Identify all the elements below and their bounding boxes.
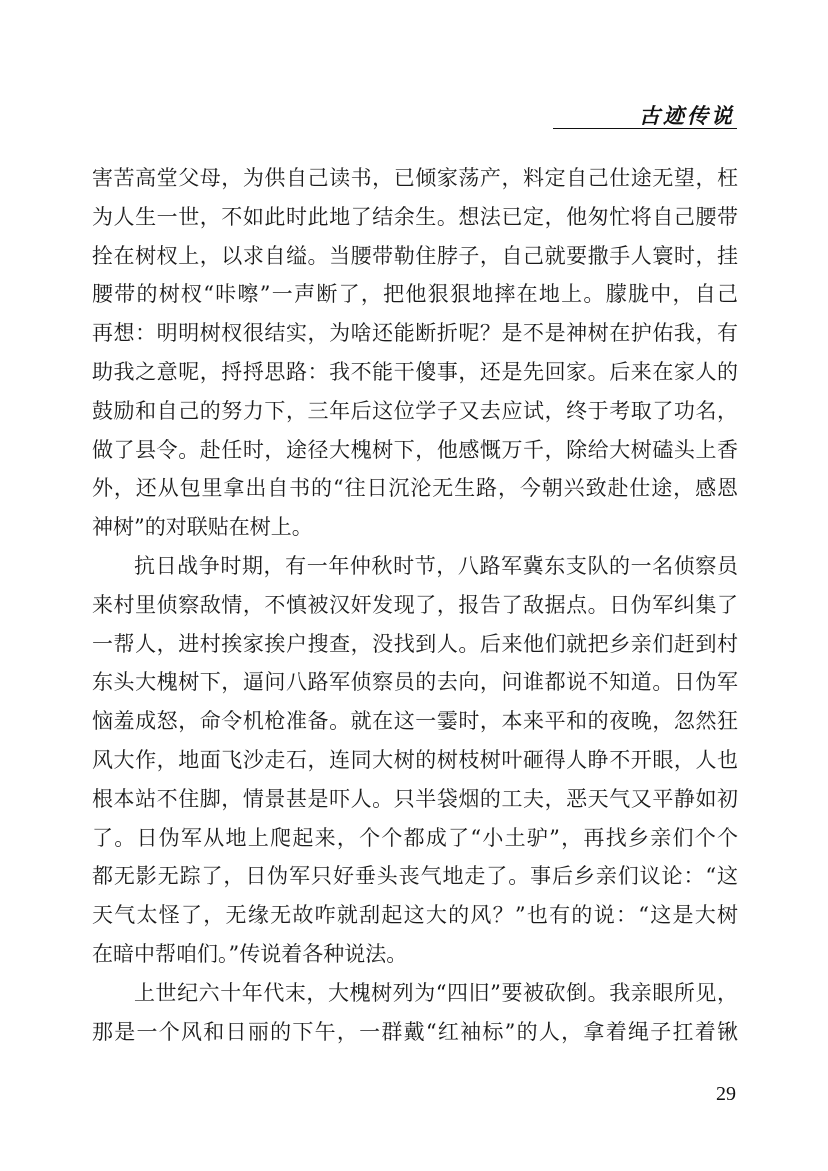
text-line: 外，还从包里拿出自书的“往日沉沦无生路，今朝兴致赴仕途，感恩 [92, 476, 738, 501]
text-line: 拴在树杈上，以求自缢。当腰带勒住脖子，自己就要撒手人寰时，挂 [92, 243, 738, 268]
text-line: 在暗中帮咱们。”传说着各种说法。 [92, 941, 408, 966]
header-rule [553, 128, 737, 129]
running-header-title: 古迹传说 [639, 103, 735, 128]
text-line: 来村里侦察敌情，不慎被汉奸发现了，报告了敌据点。日伪军纠集了 [92, 592, 738, 617]
text-line: 那是一个风和日丽的下午，一群戴“红袖标”的人，拿着绳子扛着锹 [92, 1019, 738, 1044]
text-line: 再想：明明树杈很结实，为啥还能断折呢？是不是神树在护佑我，有 [92, 321, 738, 346]
text-line: 上世纪六十年代末，大槐树列为“四旧”要被砍倒。我亲眼所见， [134, 980, 738, 1005]
text-line: 为人生一世，不如此时此地了结余生。想法已定，他匆忙将自己腰带 [92, 204, 738, 229]
text-line: 做了县令。赴任时，途径大槐树下，他感慨万千，除给大树磕头上香 [92, 437, 738, 462]
text-line: 神树”的对联贴在树上。 [92, 515, 313, 540]
text-line: 害苦高堂父母，为供自己读书，已倾家荡产，料定自己仕途无望，枉 [92, 166, 738, 190]
text-line: 都无影无踪了，日伪军只好垂头丧气地走了。事后乡亲们议论：“这 [92, 864, 738, 889]
text-line: 鼓励和自己的努力下，三年后这位学子又去应试，终于考取了功名， [92, 398, 738, 423]
text-line: 天气太怪了，无缘无故咋就刮起这大的风？”也有的说：“这是大树 [92, 903, 738, 928]
text-line: 东头大槐树下，逼问八路军侦察员的去向，问谁都说不知道。日伪军 [92, 670, 738, 695]
text-line: 一帮人，进村挨家挨户搜查，没找到人。后来他们就把乡亲们赶到村 [92, 631, 738, 656]
text-line: 腰带的树杈“咔嚓”一声断了，把他狠狠地摔在地上。朦胧中，自己 [92, 282, 738, 307]
page-number: 29 [716, 1083, 736, 1105]
text-line: 恼羞成怒，命令机枪准备。就在这一霎时，本来平和的夜晚，忽然狂 [92, 709, 738, 734]
text-line: 了。日伪军从地上爬起来，个个都成了“小土驴”，再找乡亲们个个 [92, 825, 738, 850]
body-text [92, 159, 738, 1051]
text-line: 风大作，地面飞沙走石，连同大树的树枝树叶砸得人睁不开眼，人也 [92, 747, 738, 772]
text-line: 根本站不住脚，情景甚是吓人。只半袋烟的工夫，恶天气又平静如初 [92, 786, 738, 811]
text-line: 抗日战争时期，有一年仲秋时节，八路军冀东支队的一名侦察员 [134, 553, 738, 578]
text-line: 助我之意呢，捋捋思路：我不能干傻事，还是先回家。后来在家人的 [92, 359, 738, 384]
